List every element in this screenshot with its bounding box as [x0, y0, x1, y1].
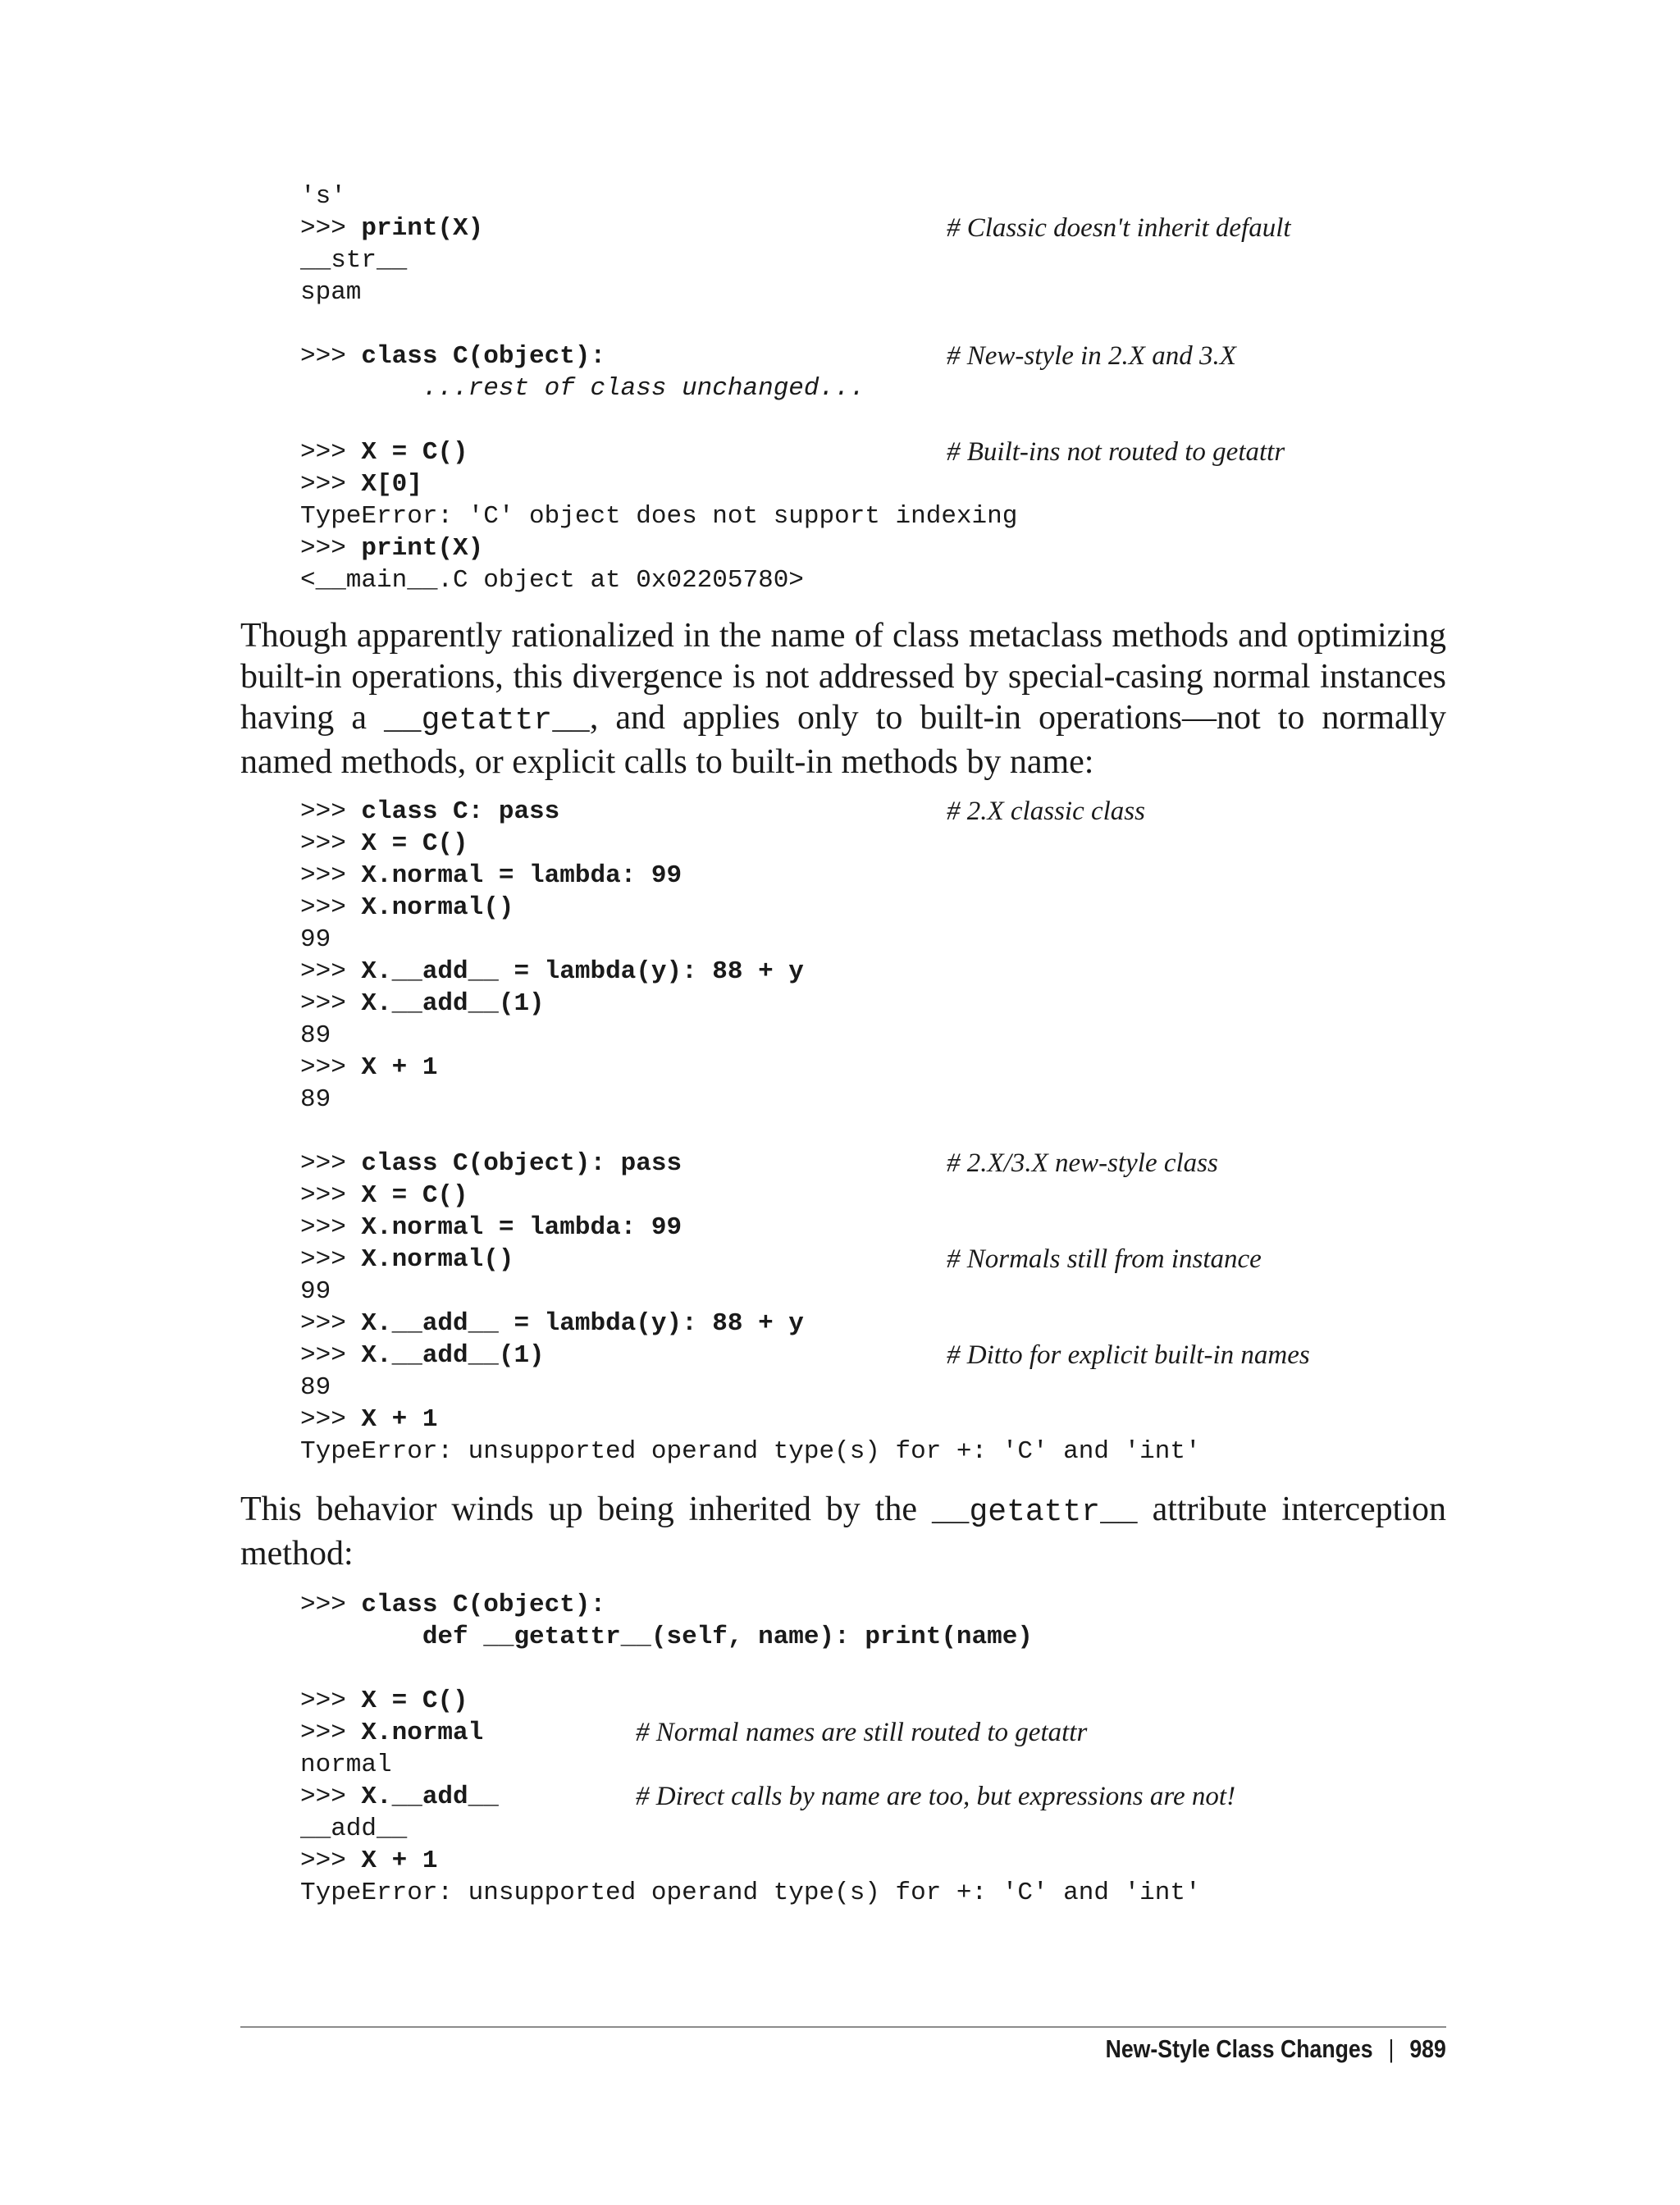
code-line	[300, 924, 1201, 956]
code-input: X = C()	[361, 829, 468, 858]
code-input: X + 1	[361, 1847, 438, 1875]
code-line	[300, 244, 1017, 276]
code-text: >>>	[300, 1053, 362, 1082]
code-line	[300, 892, 1201, 924]
code-text: <__main__.C object at 0x02205780>	[300, 566, 804, 595]
code-input: class C(object): pass	[361, 1149, 682, 1178]
code-text: normal	[300, 1751, 392, 1779]
code-text: >>>	[300, 214, 362, 243]
paragraph-text: , and applies only to built-in operations—not to normally named methods, or explicit calls to built-in methods by name:	[240, 699, 1446, 781]
code-text: TypeError: unsupported operand type(s) for +: 'C' and 'int'	[300, 1437, 1201, 1466]
code-line	[300, 1340, 1310, 1372]
code-input: X.normal()	[361, 1245, 514, 1274]
code-input: print(X)	[361, 534, 484, 563]
code-line	[300, 180, 1017, 212]
code-comment: # Direct calls by name are too, but expressions are not!	[636, 1782, 1236, 1811]
code-text: 99	[300, 925, 331, 954]
code-text	[300, 1623, 422, 1651]
code-line	[300, 1813, 1201, 1845]
code-line	[300, 1589, 1201, 1621]
code-line	[300, 436, 1285, 468]
code-line	[300, 404, 1017, 436]
code-comment: # Ditto for explicit built-in names	[947, 1340, 1310, 1370]
code-text: >>>	[300, 1687, 362, 1715]
code-text: >>>	[300, 1719, 362, 1747]
code-text	[300, 374, 422, 403]
code-line	[300, 956, 1201, 988]
code-input: X = C()	[361, 1181, 468, 1210]
code-line	[300, 1436, 1201, 1468]
footer-rule	[240, 2026, 1446, 2028]
footer-section-title: New-Style Class Changes	[1105, 2034, 1373, 2063]
code-line	[300, 860, 1201, 892]
page-number: 989	[1409, 2034, 1446, 2063]
code-text: >>>	[300, 861, 362, 890]
code-line	[300, 1308, 1201, 1340]
code-line	[300, 564, 1017, 596]
code-comment: # New-style in 2.X and 3.X	[947, 341, 1236, 371]
code-text: >>>	[300, 470, 362, 499]
paragraph-text: This behavior winds up being inherited by the	[240, 1491, 932, 1528]
inline-code: __getattr__	[383, 703, 590, 738]
code-text: >>>	[300, 1213, 362, 1242]
code-text: >>>	[300, 342, 362, 371]
code-input: X.__add__ = lambda(y): 88 + y	[361, 1309, 804, 1338]
code-input: X + 1	[361, 1053, 438, 1082]
code-comment: # Built-ins not routed to getattr	[947, 437, 1285, 467]
paragraph-divergence	[240, 615, 1446, 783]
code-line	[300, 500, 1017, 532]
code-text: >>>	[300, 797, 362, 826]
code-text: >>>	[300, 1149, 362, 1178]
code-line	[300, 308, 1017, 340]
code-line	[300, 828, 1201, 860]
code-text: >>>	[300, 1783, 362, 1811]
code-comment: # Normals still from instance	[947, 1244, 1262, 1274]
code-line	[300, 988, 1201, 1020]
inline-code: __getattr__	[931, 1495, 1138, 1530]
code-line	[300, 1212, 1201, 1244]
code-comment: # 2.X/3.X new-style class	[947, 1148, 1218, 1178]
code-line	[300, 1020, 1201, 1052]
code-line	[300, 1845, 1201, 1877]
code-line	[300, 1244, 1262, 1276]
code-line	[300, 1717, 1201, 1749]
code-input: X = C()	[361, 438, 468, 467]
code-text: >>>	[300, 1847, 362, 1875]
code-line	[300, 1653, 1201, 1685]
code-input: X.normal = lambda: 99	[361, 1213, 682, 1242]
code-text: >>>	[300, 1405, 362, 1434]
code-line	[300, 372, 1017, 404]
code-text: >>>	[300, 1341, 362, 1370]
code-input: X.__add__ = lambda(y): 88 + y	[361, 957, 804, 986]
code-text: >>>	[300, 1309, 362, 1338]
code-line	[300, 212, 1291, 244]
page-footer	[1106, 2034, 1446, 2064]
code-text: >>>	[300, 1181, 362, 1210]
code-comment: # Classic doesn't inherit default	[947, 213, 1291, 243]
code-line	[300, 1180, 1201, 1212]
code-input: X = C()	[361, 1687, 468, 1715]
code-line	[300, 1685, 1201, 1717]
code-input: X.__add__(1)	[361, 989, 545, 1018]
code-text: __add__	[300, 1815, 408, 1843]
code-text: TypeError: unsupported operand type(s) for +: 'C' and 'int'	[300, 1879, 1201, 1907]
code-input: X.normal()	[361, 893, 514, 922]
code-text: 89	[300, 1021, 331, 1050]
code-line	[300, 796, 1201, 828]
code-line	[300, 1052, 1201, 1084]
code-text: >>>	[300, 534, 362, 563]
code-text: >>>	[300, 438, 362, 467]
footer-separator: |	[1388, 2034, 1395, 2063]
code-line	[300, 1404, 1201, 1436]
code-line	[300, 1877, 1201, 1909]
code-text: >>>	[300, 989, 362, 1018]
code-line	[300, 1148, 1218, 1180]
code-line	[300, 532, 1017, 564]
code-line	[300, 1276, 1201, 1308]
paragraph-inheritance	[240, 1489, 1446, 1574]
code-text: >>>	[300, 1591, 362, 1619]
code-text: TypeError: 'C' object does not support indexing	[300, 502, 1018, 531]
code-input: X.__add__	[361, 1783, 499, 1811]
code-comment: # Normal names are still routed to getattr	[636, 1718, 1088, 1747]
code-input: X.normal = lambda: 99	[361, 861, 682, 890]
code-line	[300, 1372, 1201, 1404]
code-input: X.normal	[361, 1719, 484, 1747]
code-input: def __getattr__(self, name): print(name)	[422, 1623, 1033, 1651]
code-line	[300, 1749, 1201, 1781]
code-text: 89	[300, 1085, 331, 1114]
code-line	[300, 1084, 1201, 1116]
code-text: 's'	[300, 182, 346, 211]
code-line	[300, 340, 1236, 372]
code-text: __str__	[300, 246, 408, 275]
code-text: >>>	[300, 957, 362, 986]
code-input: X[0]	[361, 470, 422, 499]
paragraph-text: attribute interception method:	[240, 1491, 1446, 1573]
code-input: X.__add__(1)	[361, 1341, 545, 1370]
code-line	[300, 1621, 1201, 1653]
code-line	[300, 1116, 1201, 1148]
code-block-normal-vs-builtin	[300, 796, 1310, 1468]
code-text: ...rest of class unchanged...	[422, 374, 865, 403]
code-input: class C(object):	[361, 342, 606, 371]
code-text: spam	[300, 278, 362, 307]
code-text: 99	[300, 1277, 331, 1306]
code-line	[300, 468, 1017, 500]
code-text: >>>	[300, 893, 362, 922]
code-block-classic-str	[300, 180, 1291, 596]
code-input: X + 1	[361, 1405, 438, 1434]
code-input: class C: pass	[361, 797, 560, 826]
code-input: class C(object):	[361, 1591, 606, 1619]
code-text: >>>	[300, 829, 362, 858]
code-line	[300, 1781, 1236, 1813]
code-block-getattr	[300, 1589, 1236, 1909]
code-text: 89	[300, 1373, 331, 1402]
code-text: >>>	[300, 1245, 362, 1274]
code-input: print(X)	[361, 214, 484, 243]
code-line	[300, 276, 1017, 308]
code-comment: # 2.X classic class	[947, 797, 1145, 826]
paragraph-text: Though apparently rationalized in the name of class metaclass methods and optimizing built-in operations, this divergence is not addressed by special-casing normal instances having a	[240, 617, 1446, 737]
